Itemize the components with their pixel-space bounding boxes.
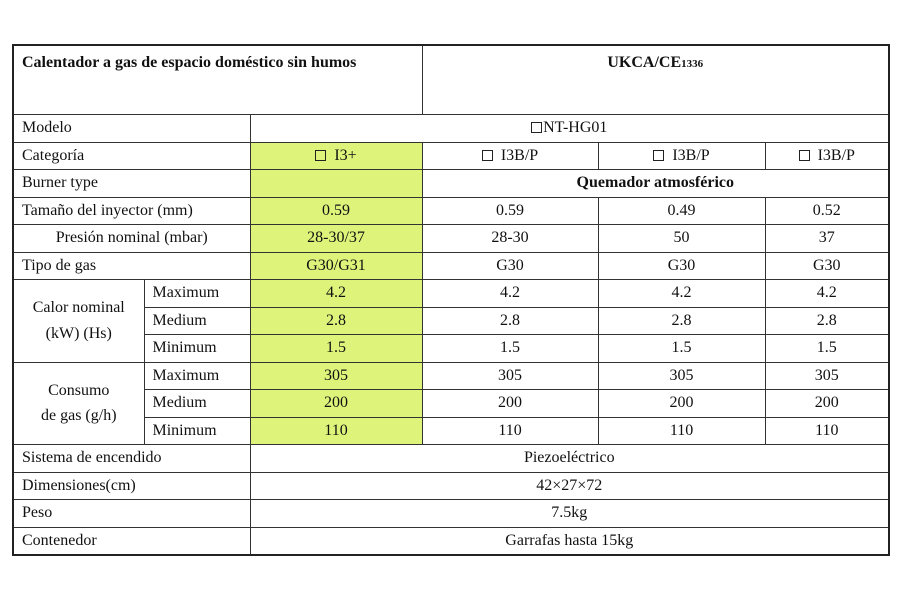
category-cell: I3B/P — [765, 142, 889, 170]
weight-row — [13, 500, 889, 528]
dimensions-value: 42×27×72 — [250, 472, 889, 500]
level-label: Maximum — [144, 362, 250, 390]
header-row — [13, 45, 889, 115]
category-cell: I3B/P — [422, 142, 598, 170]
burner-highlight-cell — [250, 170, 422, 198]
level-label: Medium — [144, 307, 250, 335]
gas-type-row — [13, 252, 889, 280]
value-cell: 110 — [250, 417, 422, 445]
value-cell: 2.8 — [250, 307, 422, 335]
value-cell: 200 — [765, 390, 889, 418]
value-cell: 50 — [598, 225, 765, 253]
value-cell: 1.5 — [250, 335, 422, 363]
value-cell: 37 — [765, 225, 889, 253]
model-value: NT-HG01 — [250, 115, 889, 143]
injector-row — [13, 197, 889, 225]
level-label: Maximum — [144, 280, 250, 308]
value-cell: 4.2 — [250, 280, 422, 308]
value-cell: 1.5 — [765, 335, 889, 363]
heat-group-label: Calor nominal (kW) (Hs) — [13, 280, 144, 363]
heat-row-med — [13, 307, 889, 335]
value-cell: 28-30/37 — [250, 225, 422, 253]
value-cell: 0.52 — [765, 197, 889, 225]
category-row — [13, 142, 889, 170]
category-cell: I3+ — [250, 142, 422, 170]
pressure-row — [13, 225, 889, 253]
dimensions-row — [13, 472, 889, 500]
model-row — [13, 115, 889, 143]
ignition-value: Piezoeléctrico — [250, 445, 889, 473]
value-cell: 2.8 — [765, 307, 889, 335]
burner-value: Quemador atmosférico — [422, 170, 889, 198]
weight-value: 7.5kg — [250, 500, 889, 528]
value-cell: 0.59 — [250, 197, 422, 225]
row-label: Sistema de encendido — [13, 445, 250, 473]
value-cell: 305 — [598, 362, 765, 390]
value-cell: 305 — [765, 362, 889, 390]
value-cell: 4.2 — [765, 280, 889, 308]
value-cell: 110 — [422, 417, 598, 445]
heat-row-min — [13, 335, 889, 363]
cert-number: 1336 — [681, 58, 704, 70]
row-label: Tipo de gas — [13, 252, 250, 280]
value-cell: 110 — [598, 417, 765, 445]
value-cell: 200 — [422, 390, 598, 418]
burner-row — [13, 170, 889, 198]
level-label: Medium — [144, 390, 250, 418]
cert-main: UKCA/CE — [607, 54, 682, 71]
checkbox-icon — [315, 150, 326, 161]
container-row — [13, 527, 889, 555]
checkbox-icon — [653, 150, 664, 161]
spec-table — [12, 44, 890, 556]
checkbox-icon — [482, 150, 493, 161]
spec-sheet — [12, 44, 888, 556]
level-label: Minimum — [144, 335, 250, 363]
value-cell: 1.5 — [598, 335, 765, 363]
row-label: Modelo — [13, 115, 250, 143]
consumption-row-max — [13, 362, 889, 390]
value-cell: G30 — [598, 252, 765, 280]
checkbox-icon — [799, 150, 810, 161]
row-label: Peso — [13, 500, 250, 528]
value-cell: 305 — [422, 362, 598, 390]
value-cell: 4.2 — [422, 280, 598, 308]
checkbox-icon — [531, 122, 542, 133]
consumption-group-label: Consumo de gas (g/h) — [13, 362, 144, 445]
level-label: Minimum — [144, 417, 250, 445]
consumption-row-min — [13, 417, 889, 445]
ignition-row — [13, 445, 889, 473]
value-cell: 2.8 — [598, 307, 765, 335]
consumption-row-med — [13, 390, 889, 418]
value-cell: 2.8 — [422, 307, 598, 335]
value-cell: G30/G31 — [250, 252, 422, 280]
row-label: Dimensiones(cm) — [13, 472, 250, 500]
value-cell: G30 — [422, 252, 598, 280]
product-title: Calentador a gas de espacio doméstico sin humos — [13, 45, 422, 115]
row-label: Contenedor — [13, 527, 250, 555]
value-cell: G30 — [765, 252, 889, 280]
value-cell: 200 — [598, 390, 765, 418]
value-cell: 1.5 — [422, 335, 598, 363]
value-cell: 110 — [765, 417, 889, 445]
value-cell: 200 — [250, 390, 422, 418]
value-cell: 0.59 — [422, 197, 598, 225]
container-value: Garrafas hasta 15kg — [250, 527, 889, 555]
row-label: Burner type — [13, 170, 250, 198]
row-label: Presión nominal (mbar) — [13, 225, 250, 253]
heat-row-max — [13, 280, 889, 308]
value-cell: 4.2 — [598, 280, 765, 308]
value-cell: 305 — [250, 362, 422, 390]
row-label: Tamaño del inyector (mm) — [13, 197, 250, 225]
category-cell: I3B/P — [598, 142, 765, 170]
value-cell: 28-30 — [422, 225, 598, 253]
certification — [422, 45, 889, 115]
value-cell: 0.49 — [598, 197, 765, 225]
row-label: Categoría — [13, 142, 250, 170]
